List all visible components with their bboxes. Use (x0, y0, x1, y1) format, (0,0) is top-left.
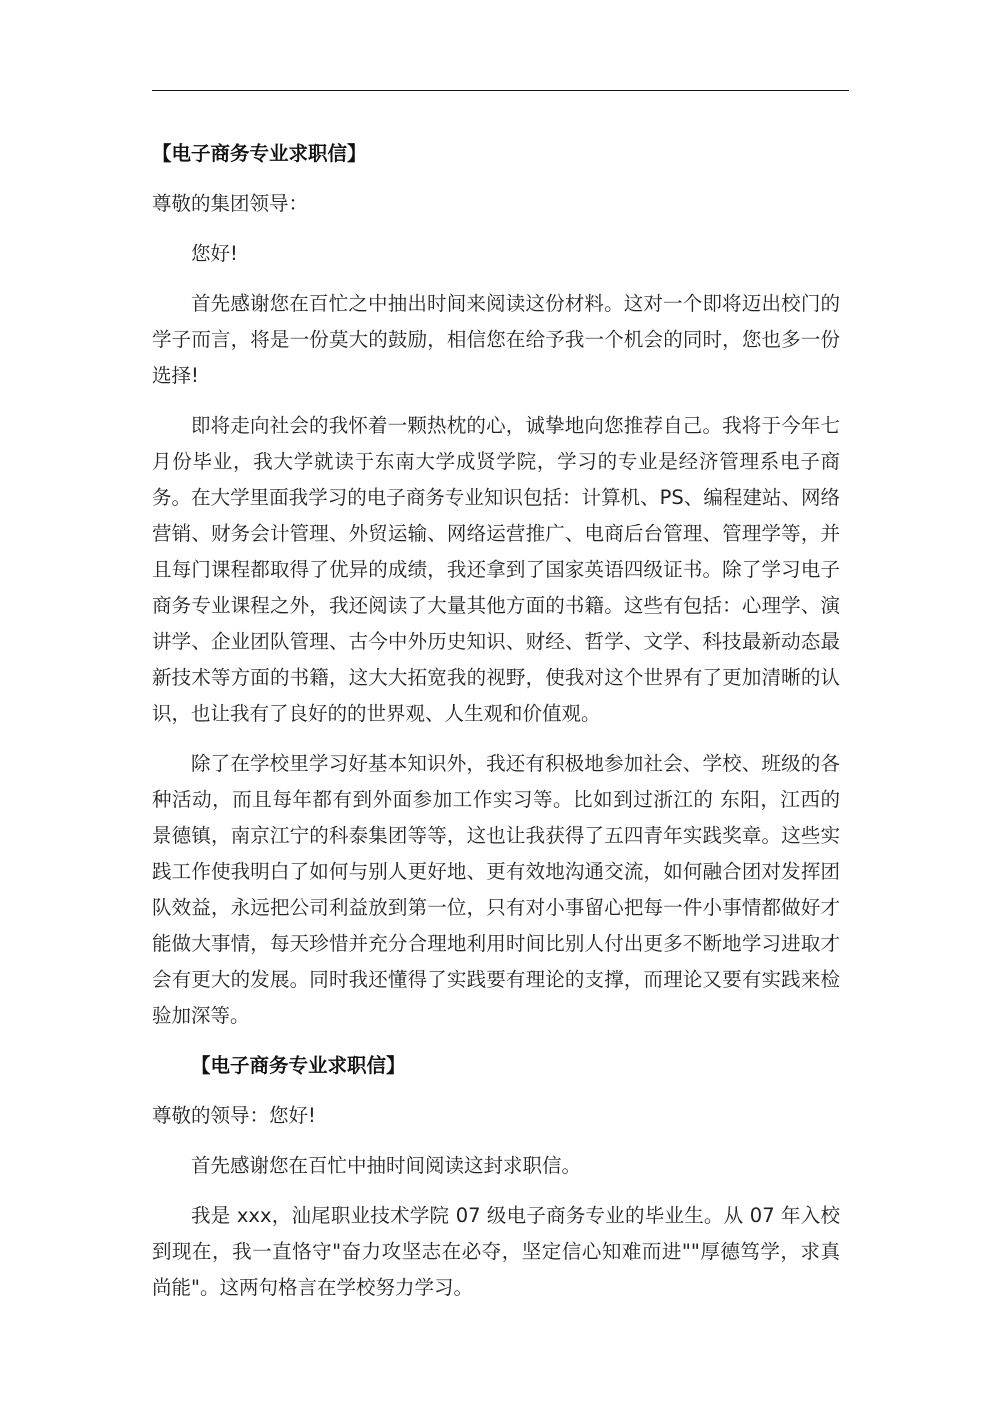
greeting-1: 您好! (191, 242, 238, 265)
paragraph-4: 首先感谢您在百忙中抽时间阅读这封求职信。 (191, 1154, 582, 1177)
paragraph-3: 除了在学校里学习好基本知识外，我还有积极地参加社会、学校、班级的各种活动，而且每年都有到外面参加工作实习等。比如到过浙江的 东阳，江西的景德镇，南京江宁的科泰集团等等，这也让我获得了五四青年实践奖章。这些实践工作使我明白了如何与别人更好地、更有效地沟通交流，如何融合团对发挥团队效益，永远把公司利益放到第一位，只有对小事留心把每一件小事情都做好才能做大事情，每天珍惜并充分合理地利用时间比别人付出更多不断地学习进取才会有更大的发展。同时我还懂得了实践要有理论的支撑，而理论又要有实践来检验加深等。 (152, 752, 840, 1027)
letter-heading-2: 【电子商务专业求职信】 (191, 1054, 406, 1077)
paragraph-1: 首先感谢您在百忙之中抽出时间来阅读这份材料。这对一个即将迈出校门的学子而言，将是一份莫大的鼓励，相信您在给予我一个机会的同时，您也多一份选择! (152, 292, 840, 387)
salutation-1: 尊敬的集团领导： (152, 192, 309, 215)
document-body (152, 136, 840, 1320)
paragraph-5: 我是 xxx，汕尾职业技术学院 07 级电子商务专业的毕业生。从 07 年入校到现在，我一直恪守"奋力攻坚志在必夺，坚定信心知难而进""厚德笃学，求真尚能"。这两句格言在学校努力学习。 (152, 1204, 840, 1299)
paragraph-2: 即将走向社会的我怀着一颗热枕的心，诚挚地向您推荐自己。我将于今年七月份毕业，我大学就读于东南大学成贤学院，学习的专业是经济管理系电子商务。在大学里面我学习的电子商务专业知识包括：计算机、PS、编程建站、网络营销、财务会计管理、外贸运输、网络运营推广、电商后台管理、管理学等，并且每门课程都取得了优异的成绩，我还拿到了国家英语四级证书。除了学习电子商务专业课程之外，我还阅读了大量其他方面的书籍。这些有包括：心理学、演讲学、企业团队管理、古今中外历史知识、财经、哲学、文学、科技最新动态最新技术等方面的书籍，这大大拓宽我的视野，使我对这个世界有了更加清晰的认识，也让我有了良好的的世界观、人生观和价值观。 (152, 414, 840, 725)
letter-heading-1: 【电子商务专业求职信】 (152, 142, 367, 165)
header-rule (152, 90, 849, 91)
salutation-2: 尊敬的领导：您好! (152, 1104, 316, 1127)
